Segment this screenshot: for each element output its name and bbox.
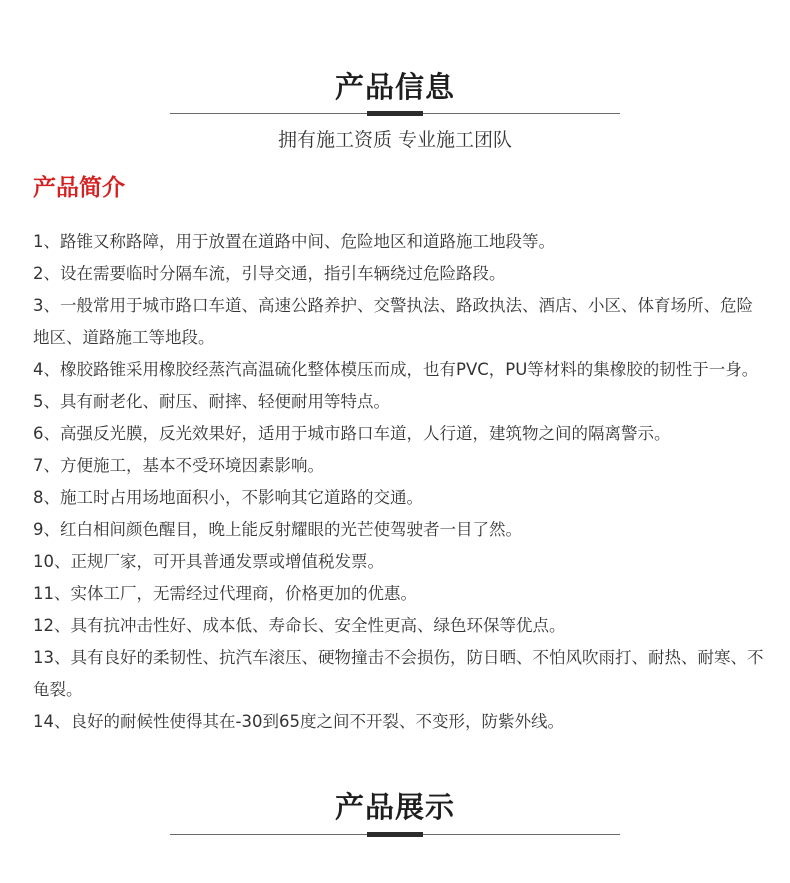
product-intro-heading: 产品简介 xyxy=(33,175,125,201)
list-item: 13、具有良好的柔韧性、抗汽车滚压、硬物撞击不会损伤，防日晒、不怕风吹雨打、耐热、耐寒、不龟裂。 xyxy=(33,648,764,699)
underline-accent xyxy=(367,832,423,837)
underline-accent xyxy=(367,111,423,116)
list-item: 3、一般常用于城市路口车道、高速公路养护、交警执法、路政执法、酒店、小区、体育场所、危险地区、道路施工等地段。 xyxy=(33,296,753,347)
product-info-title: 产品信息 xyxy=(334,70,455,104)
list-item: 2、设在需要临时分隔车流，引导交通，指引车辆绕过危险路段。 xyxy=(33,264,506,283)
feature-list xyxy=(33,226,768,738)
list-item: 4、橡胶路锥采用橡胶经蒸汽高温硫化整体模压而成，也有PVC，PU等材料的集橡胶的韧性于一身。 xyxy=(33,360,759,379)
list-item: 10、正规厂家，可开具普通发票或增值税发票。 xyxy=(33,552,384,571)
list-item: 8、施工时占用场地面积小，不影响其它道路的交通。 xyxy=(33,488,423,507)
list-item: 14、良好的耐候性使得其在-30到65度之间不开裂、不变形，防紫外线。 xyxy=(33,712,564,731)
list-item: 12、具有抗冲击性好、成本低、寿命长、安全性更高、绿色环保等优点。 xyxy=(33,616,566,635)
title-underline xyxy=(170,111,620,116)
product-showcase-title: 产品展示 xyxy=(334,790,455,824)
list-item: 7、方便施工，基本不受环境因素影响。 xyxy=(33,456,324,475)
list-item: 11、实体工厂，无需经过代理商，价格更加的优惠。 xyxy=(33,584,417,603)
product-showcase-header xyxy=(0,790,790,837)
tagline: 拥有施工资质 专业施工团队 xyxy=(277,129,513,151)
list-item: 5、具有耐老化、耐压、耐摔、轻便耐用等特点。 xyxy=(33,392,390,411)
product-info-header xyxy=(0,70,790,116)
list-item: 1、路锥又称路障，用于放置在道路中间、危险地区和道路施工地段等。 xyxy=(33,232,555,251)
list-item: 6、高强反光膜，反光效果好，适用于城市路口车道，人行道，建筑物之间的隔离警示。 xyxy=(33,424,671,443)
title-underline xyxy=(170,832,620,837)
list-item: 9、红白相间颜色醒目，晚上能反射耀眼的光芒使驾驶者一目了然。 xyxy=(33,520,522,539)
